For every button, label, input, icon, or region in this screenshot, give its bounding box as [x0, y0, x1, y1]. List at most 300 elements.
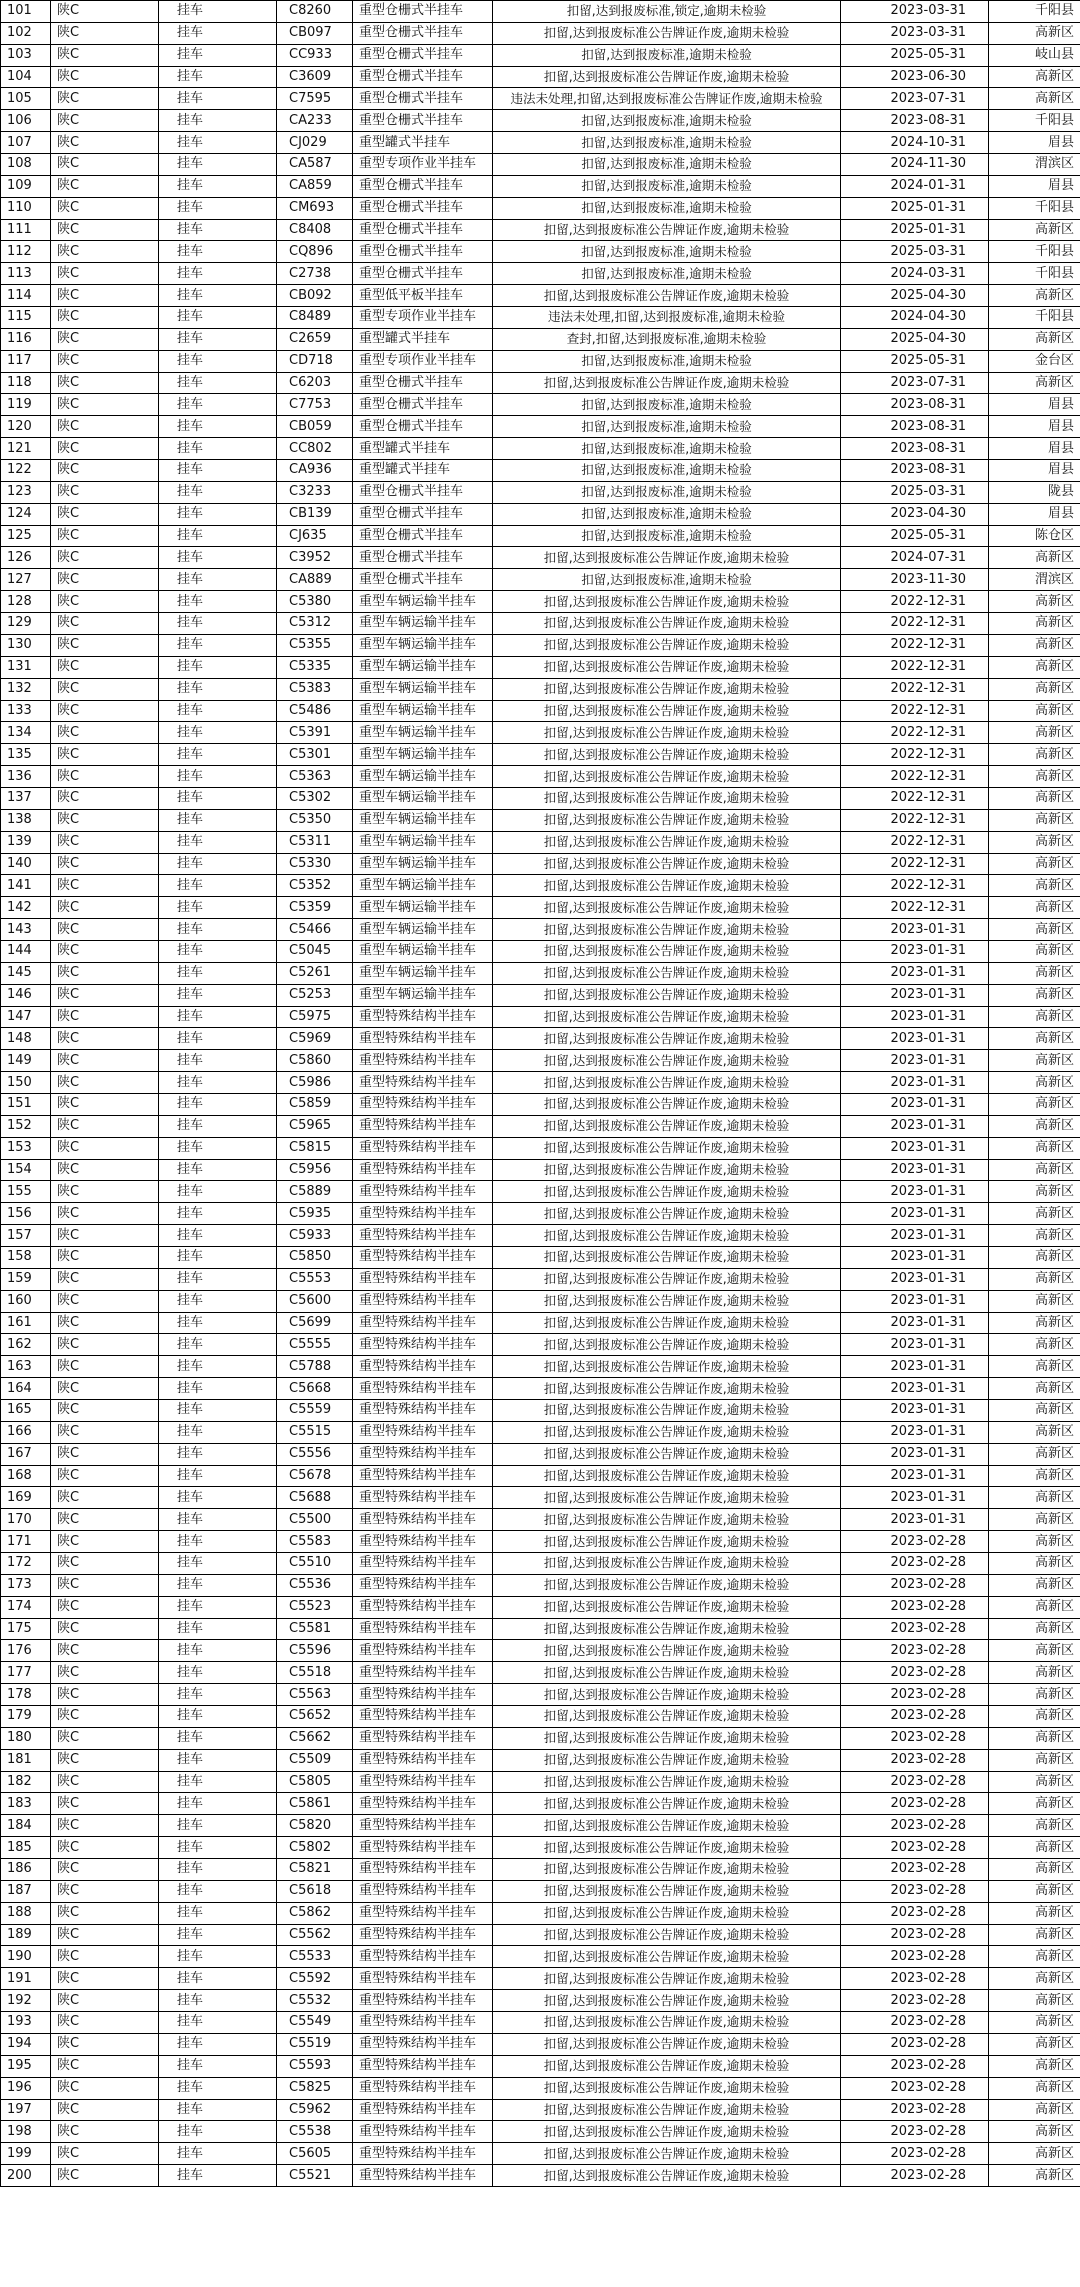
district-cell: 高新区	[989, 1531, 1080, 1553]
vehicle-category-cell: 挂车	[159, 831, 277, 853]
vehicle-type-cell: 重型特殊结构半挂车	[353, 1487, 493, 1509]
district-cell: 高新区	[989, 547, 1080, 569]
inspection-date-cell: 2023-01-31	[841, 1312, 989, 1334]
table-row	[1, 1662, 1080, 1684]
table-row	[1, 438, 1080, 460]
vehicle-type-cell: 重型车辆运输半挂车	[353, 787, 493, 809]
table-row	[1, 1771, 1080, 1793]
inspection-date-cell: 2023-01-31	[841, 1028, 989, 1050]
vehicle-category-cell: 挂车	[159, 1378, 277, 1400]
inspection-date-cell: 2022-12-31	[841, 722, 989, 744]
plate-number-cell: C5302	[277, 787, 353, 809]
inspection-date-cell: 2023-02-28	[841, 2165, 989, 2187]
status-cell: 扣留,达到报废标准公告牌证作废,逾期未检验	[493, 1006, 841, 1028]
plate-prefix-cell: 陕C	[51, 700, 159, 722]
district-cell: 高新区	[989, 1946, 1080, 1968]
row-number-cell: 180	[1, 1727, 51, 1749]
vehicle-type-cell: 重型仓栅式半挂车	[353, 197, 493, 219]
inspection-date-cell: 2025-05-31	[841, 525, 989, 547]
inspection-date-cell: 2022-12-31	[841, 875, 989, 897]
plate-number-cell: C7753	[277, 394, 353, 416]
vehicle-type-cell: 重型特殊结构半挂车	[353, 1006, 493, 1028]
plate-number-cell: CC933	[277, 44, 353, 66]
vehicle-type-cell: 重型特殊结构半挂车	[353, 1662, 493, 1684]
vehicle-type-cell: 重型车辆运输半挂车	[353, 940, 493, 962]
table-row	[1, 1531, 1080, 1553]
row-number-cell: 181	[1, 1749, 51, 1771]
vehicle-category-cell: 挂车	[159, 569, 277, 591]
inspection-date-cell: 2023-02-28	[841, 1815, 989, 1837]
vehicle-type-cell: 重型特殊结构半挂车	[353, 2055, 493, 2077]
inspection-date-cell: 2023-01-31	[841, 1334, 989, 1356]
plate-prefix-cell: 陕C	[51, 372, 159, 394]
vehicle-category-cell: 挂车	[159, 984, 277, 1006]
district-cell: 高新区	[989, 897, 1080, 919]
district-cell: 高新区	[989, 1378, 1080, 1400]
plate-prefix-cell: 陕C	[51, 1793, 159, 1815]
inspection-date-cell: 2023-02-28	[841, 1924, 989, 1946]
status-cell: 扣留,达到报废标准,逾期未检验	[493, 438, 841, 460]
plate-prefix-cell: 陕C	[51, 1553, 159, 1575]
plate-prefix-cell: 陕C	[51, 44, 159, 66]
row-number-cell: 187	[1, 1880, 51, 1902]
plate-number-cell: C5593	[277, 2055, 353, 2077]
plate-number-cell: C5668	[277, 1378, 353, 1400]
inspection-date-cell: 2023-01-31	[841, 962, 989, 984]
status-cell: 扣留,达到报废标准公告牌证作废,逾期未检验	[493, 1312, 841, 1334]
plate-prefix-cell: 陕C	[51, 1662, 159, 1684]
vehicle-type-cell: 重型特殊结构半挂车	[353, 1028, 493, 1050]
plate-number-cell: C5311	[277, 831, 353, 853]
table-row	[1, 1640, 1080, 1662]
district-cell: 金台区	[989, 350, 1080, 372]
district-cell: 千阳县	[989, 241, 1080, 263]
vehicle-category-cell: 挂车	[159, 1749, 277, 1771]
row-number-cell: 170	[1, 1509, 51, 1531]
vehicle-type-cell: 重型特殊结构半挂车	[353, 1859, 493, 1881]
plate-number-cell: C6203	[277, 372, 353, 394]
inspection-date-cell: 2025-04-30	[841, 328, 989, 350]
status-cell: 扣留,达到报废标准公告牌证作废,逾期未检验	[493, 1050, 841, 1072]
vehicle-category-cell: 挂车	[159, 328, 277, 350]
vehicle-category-cell: 挂车	[159, 110, 277, 132]
plate-number-cell: C5533	[277, 1946, 353, 1968]
plate-prefix-cell: 陕C	[51, 1137, 159, 1159]
vehicle-type-cell: 重型特殊结构半挂车	[353, 1771, 493, 1793]
vehicle-category-cell: 挂车	[159, 285, 277, 307]
plate-number-cell: C5860	[277, 1050, 353, 1072]
table-row	[1, 2165, 1080, 2187]
plate-prefix-cell: 陕C	[51, 1531, 159, 1553]
inspection-date-cell: 2024-04-30	[841, 307, 989, 329]
vehicle-type-cell: 重型特殊结构半挂车	[353, 1946, 493, 1968]
table-row	[1, 1400, 1080, 1422]
plate-prefix-cell: 陕C	[51, 88, 159, 110]
status-cell: 扣留,达到报废标准公告牌证作废,逾期未检验	[493, 1662, 841, 1684]
vehicle-category-cell: 挂车	[159, 722, 277, 744]
status-cell: 扣留,达到报废标准公告牌证作废,逾期未检验	[493, 1487, 841, 1509]
district-cell: 高新区	[989, 1443, 1080, 1465]
vehicle-type-cell: 重型特殊结构半挂车	[353, 2099, 493, 2121]
district-cell: 高新区	[989, 656, 1080, 678]
vehicle-category-cell: 挂车	[159, 962, 277, 984]
plate-prefix-cell: 陕C	[51, 1596, 159, 1618]
plate-number-cell: C5253	[277, 984, 353, 1006]
inspection-date-cell: 2022-12-31	[841, 656, 989, 678]
table-row	[1, 1290, 1080, 1312]
plate-prefix-cell: 陕C	[51, 722, 159, 744]
table-row	[1, 1596, 1080, 1618]
vehicle-category-cell: 挂车	[159, 809, 277, 831]
status-cell: 扣留,达到报废标准公告牌证作废,逾期未检验	[493, 897, 841, 919]
vehicle-type-cell: 重型特殊结构半挂车	[353, 2077, 493, 2099]
row-number-cell: 124	[1, 503, 51, 525]
status-cell: 扣留,达到报废标准公告牌证作废,逾期未检验	[493, 1574, 841, 1596]
vehicle-type-cell: 重型特殊结构半挂车	[353, 1400, 493, 1422]
plate-prefix-cell: 陕C	[51, 416, 159, 438]
plate-number-cell: C5605	[277, 2143, 353, 2165]
district-cell: 高新区	[989, 1421, 1080, 1443]
row-number-cell: 185	[1, 1837, 51, 1859]
plate-prefix-cell: 陕C	[51, 1509, 159, 1531]
status-cell: 扣留,达到报废标准公告牌证作废,逾期未检验	[493, 1596, 841, 1618]
vehicle-type-cell: 重型车辆运输半挂车	[353, 656, 493, 678]
status-cell: 扣留,达到报废标准,逾期未检验	[493, 132, 841, 154]
vehicle-category-cell: 挂车	[159, 1640, 277, 1662]
plate-prefix-cell: 陕C	[51, 1749, 159, 1771]
vehicle-category-cell: 挂车	[159, 460, 277, 482]
plate-number-cell: C2659	[277, 328, 353, 350]
vehicle-type-cell: 重型仓栅式半挂车	[353, 547, 493, 569]
vehicle-type-cell: 重型特殊结构半挂车	[353, 1924, 493, 1946]
row-number-cell: 169	[1, 1487, 51, 1509]
table-row	[1, 809, 1080, 831]
status-cell: 扣留,达到报废标准公告牌证作废,逾期未检验	[493, 591, 841, 613]
district-cell: 高新区	[989, 1902, 1080, 1924]
district-cell: 陈仓区	[989, 525, 1080, 547]
row-number-cell: 139	[1, 831, 51, 853]
status-cell: 查封,扣留,达到报废标准,逾期未检验	[493, 328, 841, 350]
row-number-cell: 172	[1, 1553, 51, 1575]
table-row	[1, 372, 1080, 394]
plate-number-cell: CA936	[277, 460, 353, 482]
district-cell: 高新区	[989, 2121, 1080, 2143]
row-number-cell: 192	[1, 1990, 51, 2012]
inspection-date-cell: 2023-02-28	[841, 1837, 989, 1859]
table-row	[1, 1421, 1080, 1443]
row-number-cell: 142	[1, 897, 51, 919]
district-cell: 高新区	[989, 372, 1080, 394]
plate-prefix-cell: 陕C	[51, 656, 159, 678]
vehicle-category-cell: 挂车	[159, 1990, 277, 2012]
plate-number-cell: CB097	[277, 22, 353, 44]
plate-number-cell: C5986	[277, 1072, 353, 1094]
plate-prefix-cell: 陕C	[51, 1640, 159, 1662]
vehicle-type-cell: 重型特殊结构半挂车	[353, 1509, 493, 1531]
district-cell: 高新区	[989, 1050, 1080, 1072]
inspection-date-cell: 2022-12-31	[841, 766, 989, 788]
vehicle-type-cell: 重型仓栅式半挂车	[353, 110, 493, 132]
vehicle-category-cell: 挂车	[159, 44, 277, 66]
vehicle-type-cell: 重型特殊结构半挂车	[353, 1159, 493, 1181]
inspection-date-cell: 2025-03-31	[841, 481, 989, 503]
inspection-date-cell: 2023-01-31	[841, 1159, 989, 1181]
inspection-date-cell: 2022-12-31	[841, 591, 989, 613]
plate-prefix-cell: 陕C	[51, 219, 159, 241]
district-cell: 高新区	[989, 1006, 1080, 1028]
district-cell: 高新区	[989, 1072, 1080, 1094]
status-cell: 扣留,达到报废标准公告牌证作废,逾期未检验	[493, 1072, 841, 1094]
table-row	[1, 1072, 1080, 1094]
row-number-cell: 184	[1, 1815, 51, 1837]
row-number-cell: 165	[1, 1400, 51, 1422]
district-cell: 高新区	[989, 66, 1080, 88]
vehicle-type-cell: 重型特殊结构半挂车	[353, 1334, 493, 1356]
table-row	[1, 1684, 1080, 1706]
status-cell: 扣留,达到报废标准,逾期未检验	[493, 569, 841, 591]
inspection-date-cell: 2024-10-31	[841, 132, 989, 154]
district-cell: 高新区	[989, 1880, 1080, 1902]
district-cell: 高新区	[989, 1990, 1080, 2012]
status-cell: 扣留,达到报废标准公告牌证作废,逾期未检验	[493, 2099, 841, 2121]
vehicle-category-cell: 挂车	[159, 591, 277, 613]
status-cell: 扣留,达到报废标准公告牌证作废,逾期未检验	[493, 1334, 841, 1356]
status-cell: 扣留,达到报废标准,逾期未检验	[493, 241, 841, 263]
row-number-cell: 135	[1, 744, 51, 766]
district-cell: 高新区	[989, 722, 1080, 744]
vehicle-type-cell: 重型仓栅式半挂车	[353, 416, 493, 438]
table-row	[1, 678, 1080, 700]
row-number-cell: 177	[1, 1662, 51, 1684]
plate-prefix-cell: 陕C	[51, 1880, 159, 1902]
row-number-cell: 144	[1, 940, 51, 962]
plate-number-cell: CA889	[277, 569, 353, 591]
plate-prefix-cell: 陕C	[51, 940, 159, 962]
district-cell: 高新区	[989, 1553, 1080, 1575]
table-row	[1, 1356, 1080, 1378]
district-cell: 高新区	[989, 2077, 1080, 2099]
plate-number-cell: C5581	[277, 1618, 353, 1640]
plate-number-cell: C5563	[277, 1684, 353, 1706]
vehicle-category-cell: 挂车	[159, 2033, 277, 2055]
table-row	[1, 88, 1080, 110]
vehicle-type-cell: 重型特殊结构半挂车	[353, 1115, 493, 1137]
plate-prefix-cell: 陕C	[51, 569, 159, 591]
row-number-cell: 141	[1, 875, 51, 897]
vehicle-category-cell: 挂车	[159, 1312, 277, 1334]
district-cell: 高新区	[989, 919, 1080, 941]
vehicle-category-cell: 挂车	[159, 1400, 277, 1422]
row-number-cell: 152	[1, 1115, 51, 1137]
plate-prefix-cell: 陕C	[51, 110, 159, 132]
table-row	[1, 700, 1080, 722]
status-cell: 扣留,达到报废标准,逾期未检验	[493, 263, 841, 285]
plate-number-cell: C5500	[277, 1509, 353, 1531]
table-row	[1, 1968, 1080, 1990]
inspection-date-cell: 2024-07-31	[841, 547, 989, 569]
row-number-cell: 179	[1, 1706, 51, 1728]
status-cell: 扣留,达到报废标准公告牌证作废,逾期未检验	[493, 1443, 841, 1465]
row-number-cell: 160	[1, 1290, 51, 1312]
table-row	[1, 1225, 1080, 1247]
district-cell: 高新区	[989, 1706, 1080, 1728]
table-row	[1, 984, 1080, 1006]
status-cell: 扣留,达到报废标准公告牌证作废,逾期未检验	[493, 2077, 841, 2099]
table-row	[1, 2033, 1080, 2055]
district-cell: 高新区	[989, 1203, 1080, 1225]
inspection-date-cell: 2023-01-31	[841, 1509, 989, 1531]
inspection-date-cell: 2023-01-31	[841, 1137, 989, 1159]
district-cell: 高新区	[989, 831, 1080, 853]
status-cell: 扣留,达到报废标准公告牌证作废,逾期未检验	[493, 853, 841, 875]
vehicle-category-cell: 挂车	[159, 678, 277, 700]
row-number-cell: 174	[1, 1596, 51, 1618]
plate-number-cell: C5523	[277, 1596, 353, 1618]
plate-prefix-cell: 陕C	[51, 1727, 159, 1749]
row-number-cell: 129	[1, 613, 51, 635]
row-number-cell: 117	[1, 350, 51, 372]
table-row	[1, 613, 1080, 635]
status-cell: 扣留,达到报废标准公告牌证作废,逾期未检验	[493, 1859, 841, 1881]
vehicle-category-cell: 挂车	[159, 1706, 277, 1728]
plate-number-cell: C2738	[277, 263, 353, 285]
table-row	[1, 1553, 1080, 1575]
inspection-date-cell: 2023-11-30	[841, 569, 989, 591]
plate-number-cell: C5536	[277, 1574, 353, 1596]
plate-prefix-cell: 陕C	[51, 1028, 159, 1050]
inspection-date-cell: 2023-01-31	[841, 1203, 989, 1225]
vehicle-category-cell: 挂车	[159, 1, 277, 23]
inspection-date-cell: 2023-01-31	[841, 1268, 989, 1290]
vehicle-type-cell: 重型特殊结构半挂车	[353, 1749, 493, 1771]
table-row	[1, 897, 1080, 919]
plate-prefix-cell: 陕C	[51, 2055, 159, 2077]
plate-number-cell: C5859	[277, 1093, 353, 1115]
district-cell: 高新区	[989, 219, 1080, 241]
vehicle-type-cell: 重型车辆运输半挂车	[353, 678, 493, 700]
row-number-cell: 137	[1, 787, 51, 809]
table-row	[1, 2143, 1080, 2165]
plate-prefix-cell: 陕C	[51, 591, 159, 613]
vehicle-category-cell: 挂车	[159, 1334, 277, 1356]
inspection-date-cell: 2022-12-31	[841, 809, 989, 831]
vehicle-category-cell: 挂车	[159, 1290, 277, 1312]
row-number-cell: 195	[1, 2055, 51, 2077]
vehicle-category-cell: 挂车	[159, 1815, 277, 1837]
table-row	[1, 831, 1080, 853]
plate-number-cell: C5312	[277, 613, 353, 635]
vehicle-type-cell: 重型车辆运输半挂车	[353, 591, 493, 613]
status-cell: 扣留,达到报废标准公告牌证作废,逾期未检验	[493, 1990, 841, 2012]
row-number-cell: 138	[1, 809, 51, 831]
plate-prefix-cell: 陕C	[51, 766, 159, 788]
row-number-cell: 161	[1, 1312, 51, 1334]
vehicle-type-cell: 重型特殊结构半挂车	[353, 1072, 493, 1094]
status-cell: 扣留,达到报废标准公告牌证作废,逾期未检验	[493, 1225, 841, 1247]
row-number-cell: 110	[1, 197, 51, 219]
vehicle-category-cell: 挂车	[159, 1859, 277, 1881]
table-row	[1, 307, 1080, 329]
inspection-date-cell: 2023-02-28	[841, 1553, 989, 1575]
table-row	[1, 1509, 1080, 1531]
vehicle-category-cell: 挂车	[159, 1203, 277, 1225]
row-number-cell: 134	[1, 722, 51, 744]
plate-number-cell: C3609	[277, 66, 353, 88]
vehicle-type-cell: 重型低平板半挂车	[353, 285, 493, 307]
status-cell: 扣留,达到报废标准公告牌证作废,逾期未检验	[493, 656, 841, 678]
vehicle-category-cell: 挂车	[159, 1072, 277, 1094]
plate-number-cell: C5821	[277, 1859, 353, 1881]
plate-number-cell: C7595	[277, 88, 353, 110]
status-cell: 扣留,达到报废标准公告牌证作废,逾期未检验	[493, 1421, 841, 1443]
vehicle-type-cell: 重型车辆运输半挂车	[353, 962, 493, 984]
table-row	[1, 1312, 1080, 1334]
district-cell: 高新区	[989, 1028, 1080, 1050]
plate-prefix-cell: 陕C	[51, 1815, 159, 1837]
plate-number-cell: C5559	[277, 1400, 353, 1422]
plate-number-cell: C5935	[277, 1203, 353, 1225]
status-cell: 扣留,达到报废标准公告牌证作废,逾期未检验	[493, 984, 841, 1006]
district-cell: 高新区	[989, 1837, 1080, 1859]
row-number-cell: 108	[1, 154, 51, 176]
vehicle-type-cell: 重型特殊结构半挂车	[353, 2121, 493, 2143]
table-row	[1, 634, 1080, 656]
district-cell: 高新区	[989, 1400, 1080, 1422]
plate-number-cell: C5363	[277, 766, 353, 788]
row-number-cell: 173	[1, 1574, 51, 1596]
plate-prefix-cell: 陕C	[51, 132, 159, 154]
vehicle-type-cell: 重型罐式半挂车	[353, 460, 493, 482]
status-cell: 扣留,达到报废标准公告牌证作废,逾期未检验	[493, 1640, 841, 1662]
vehicle-type-cell: 重型特殊结构半挂车	[353, 1553, 493, 1575]
table-row	[1, 1334, 1080, 1356]
vehicle-category-cell: 挂车	[159, 2012, 277, 2034]
row-number-cell: 106	[1, 110, 51, 132]
district-cell: 千阳县	[989, 110, 1080, 132]
plate-number-cell: C5583	[277, 1531, 353, 1553]
table-row	[1, 1487, 1080, 1509]
table-row	[1, 44, 1080, 66]
row-number-cell: 128	[1, 591, 51, 613]
vehicle-type-cell: 重型仓栅式半挂车	[353, 219, 493, 241]
vehicle-type-cell: 重型专项作业半挂车	[353, 154, 493, 176]
plate-number-cell: C5889	[277, 1181, 353, 1203]
row-number-cell: 190	[1, 1946, 51, 1968]
plate-number-cell: C5391	[277, 722, 353, 744]
row-number-cell: 197	[1, 2099, 51, 2121]
plate-number-cell: CQ896	[277, 241, 353, 263]
plate-number-cell: C5862	[277, 1902, 353, 1924]
plate-number-cell: C5335	[277, 656, 353, 678]
status-cell: 扣留,达到报废标准公告牌证作废,逾期未检验	[493, 1771, 841, 1793]
district-cell: 高新区	[989, 787, 1080, 809]
status-cell: 扣留,达到报废标准,逾期未检验	[493, 525, 841, 547]
plate-prefix-cell: 陕C	[51, 1356, 159, 1378]
district-cell: 高新区	[989, 1727, 1080, 1749]
table-row	[1, 1793, 1080, 1815]
table-row	[1, 875, 1080, 897]
inspection-date-cell: 2024-01-31	[841, 175, 989, 197]
vehicle-category-cell: 挂车	[159, 394, 277, 416]
status-cell: 扣留,达到报废标准公告牌证作废,逾期未检验	[493, 613, 841, 635]
vehicle-category-cell: 挂车	[159, 875, 277, 897]
vehicle-category-cell: 挂车	[159, 634, 277, 656]
vehicle-type-cell: 重型仓栅式半挂车	[353, 66, 493, 88]
vehicle-type-cell: 重型仓栅式半挂车	[353, 569, 493, 591]
status-cell: 扣留,达到报废标准,锁定,逾期未检验	[493, 1, 841, 23]
vehicle-type-cell: 重型特殊结构半挂车	[353, 1137, 493, 1159]
row-number-cell: 194	[1, 2033, 51, 2055]
